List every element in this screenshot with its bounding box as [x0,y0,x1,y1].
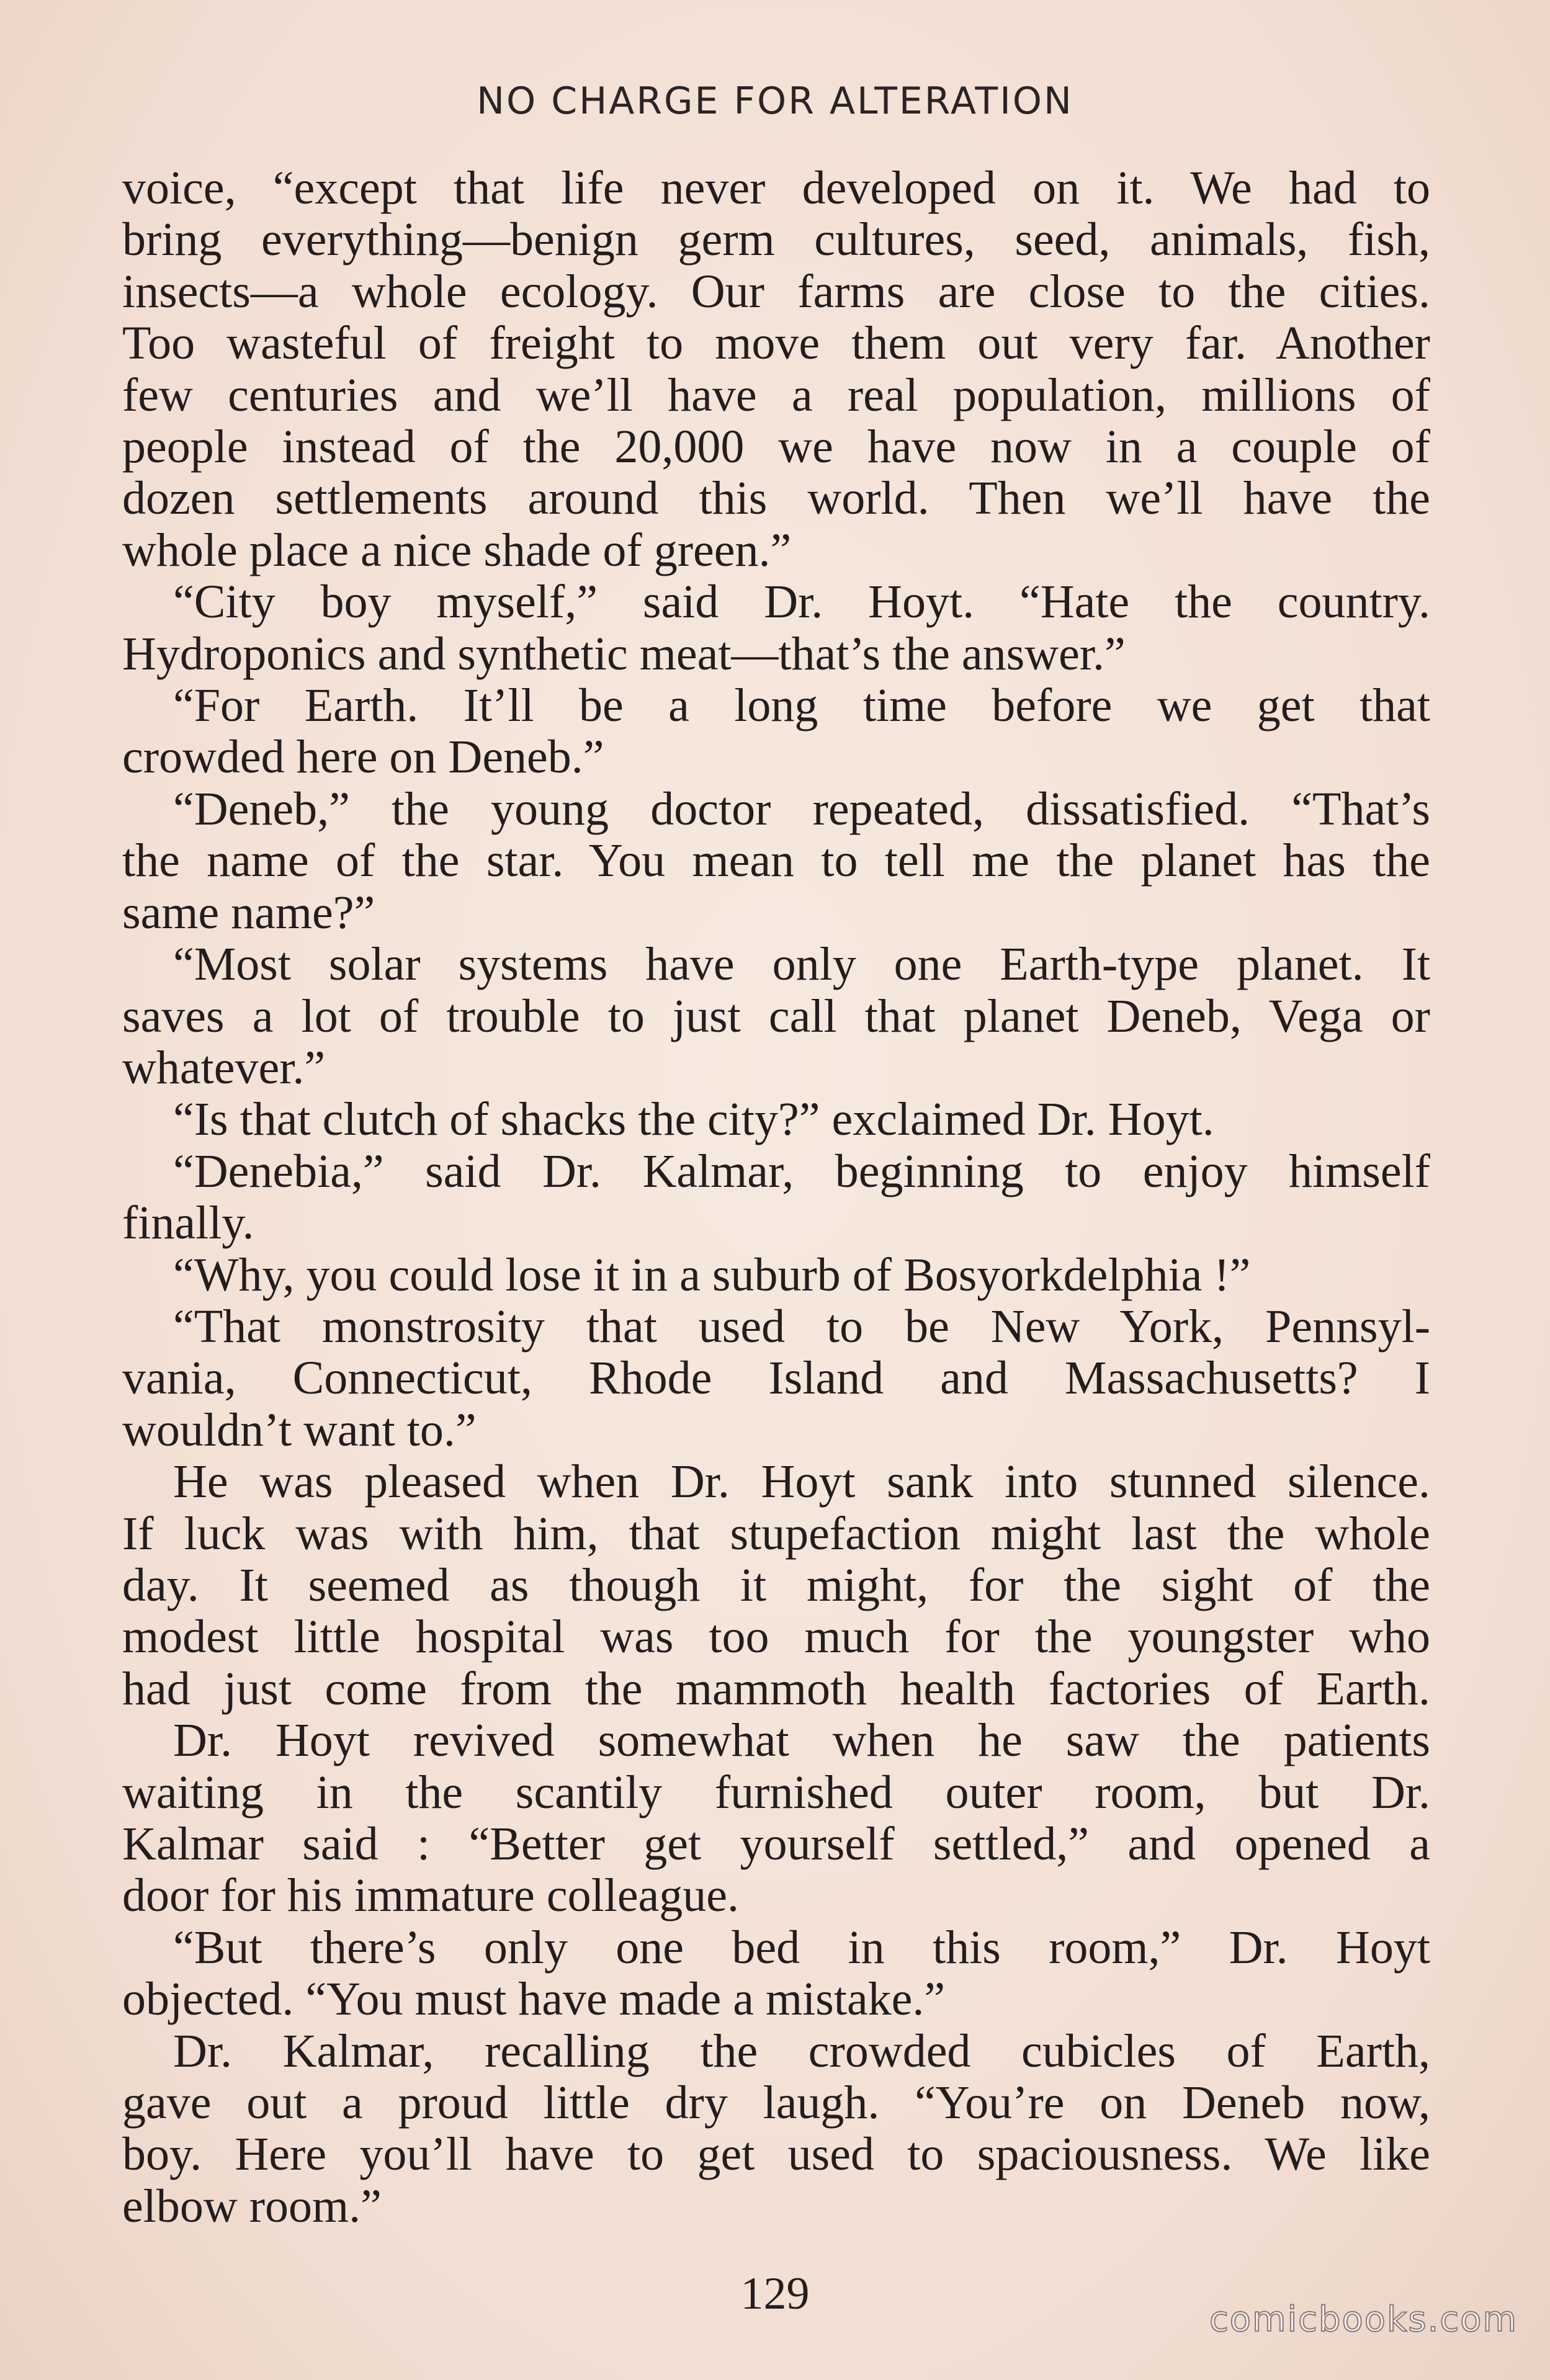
text-line: He was pleased when Dr. Hoyt sank into stunned silence. [173,1456,1430,1508]
text-line: insects—a whole ecology. Our farms are close to the cities. [122,265,1430,318]
text-line: same name?” [122,886,375,939]
text-line: door for his immature colleague. [122,1869,740,1922]
text-line: “City boy myself,” said Dr. Hoyt. “Hate the country. [173,576,1430,629]
body-text [122,163,1430,2232]
text-line: finally. [122,1197,254,1250]
text-line: the name of the star. You mean to tell me the planet has the [122,834,1430,887]
text-line: elbow room.” [122,2180,382,2232]
running-header: NO CHARGE FOR ALTERATION [477,79,1073,123]
text-line: bring everything—benign germ cultures, seed, animals, fish, [122,213,1430,266]
text-line: Kalmar said : “Better get yourself settled,” and opened a [122,1818,1430,1870]
text-line: “Deneb,” the young doctor repeated, dissatisfied. “That’s [173,782,1430,835]
text-line: objected. “You must have made a mistake.” [122,1973,946,2026]
text-line: gave out a proud little dry laugh. “You’re on Deneb now, [122,2077,1430,2129]
text-line: Hydroponics and synthetic meat—that’s the answer.” [122,627,1126,680]
text-line: “Denebia,” said Dr. Kalmar, beginning to enjoy himself [173,1145,1430,1197]
text-line: had just come from the mammoth health factories of Earth. [122,1662,1430,1715]
text-line: crowded here on Deneb.” [122,731,604,784]
text-line: “That monstrosity that used to be New York, Pennsyl- [173,1300,1430,1353]
text-line: saves a lot of trouble to just call that planet Deneb, Vega or [122,990,1430,1042]
text-line: “Most solar systems have only one Earth-type planet. It [173,938,1430,991]
text-line: voice, “except that life never developed on it. We had to [122,162,1430,214]
text-line: If luck was with him, that stupefaction might last the whole [122,1507,1430,1560]
watermark: comicbooks.com [1209,2299,1518,2340]
text-line: “Why, you could lose it in a suburb of Bosyorkdelphia !” [173,1248,1251,1301]
text-line: Dr. Kalmar, recalling the crowded cubicles of Earth, [173,2024,1430,2077]
text-line: vania, Connecticut, Rhode Island and Massachusetts? I [122,1352,1430,1405]
text-line: day. It seemed as though it might, for the sight of the [122,1559,1430,1611]
text-line: people instead of the 20,000 we have now in a couple of [122,421,1430,473]
text-line: Dr. Hoyt revived somewhat when he saw the patients [173,1714,1430,1767]
text-line: boy. Here you’ll have to get used to spaciousness. We like [122,2128,1430,2181]
text-line: whatever.” [122,1041,326,1094]
text-line: modest little hospital was too much for the youngster who [122,1611,1430,1663]
text-line: “For Earth. It’ll be a long time before we get that [173,679,1430,732]
text-line: dozen settlements around this world. Then we’ll have the [122,472,1430,525]
text-line: Too wasteful of freight to move them out very far. Another [122,317,1430,370]
text-line: waiting in the scantily furnished outer room, but Dr. [122,1766,1430,1819]
text-line: wouldn’t want to.” [122,1403,477,1456]
text-line: “Is that clutch of shacks the city?” exclaimed Dr. Hoyt. [173,1093,1214,1146]
text-line: whole place a nice shade of green.” [122,524,792,576]
text-line: few centuries and we’ll have a real population, millions of [122,369,1430,421]
page-number: 129 [740,2268,810,2319]
text-line: “But there’s only one bed in this room,” Dr. Hoyt [173,1921,1430,1974]
